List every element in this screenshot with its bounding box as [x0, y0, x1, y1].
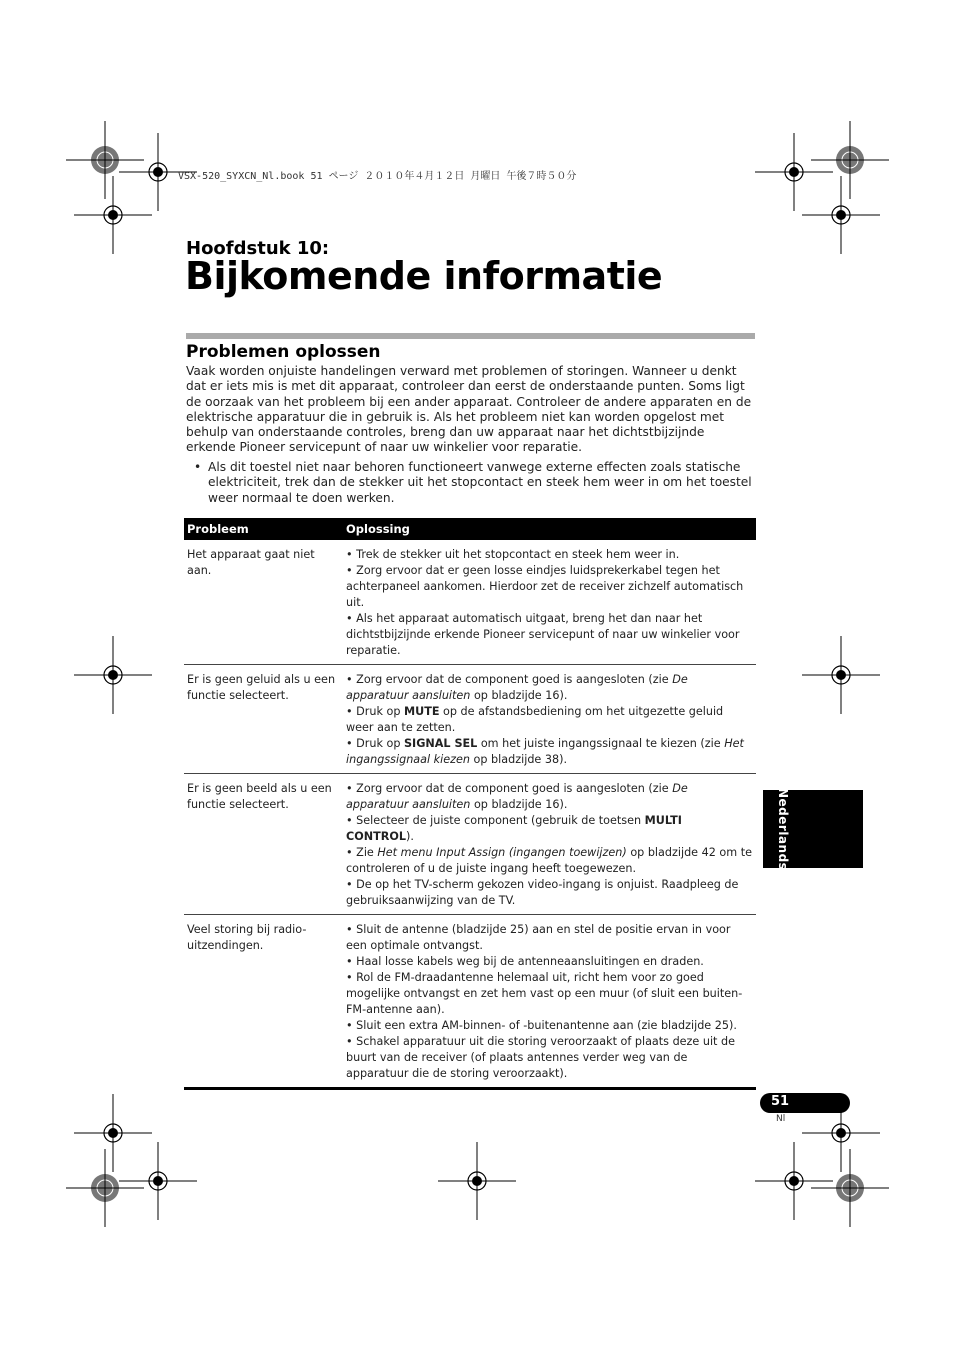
solution-text: op de afstandsbediening om het uitgezette geluid weer aan te zetten.: [346, 705, 724, 734]
button-name: SIGNAL SEL: [404, 737, 478, 750]
page-number: 51: [771, 1094, 790, 1109]
solution-text: Haal losse kabels weg bij de antenneaansluitingen en draden.: [356, 955, 704, 968]
crop-mark-bottom-left: [119, 1142, 197, 1220]
problem-cell: Er is geen geluid als u een functie selecteert.: [184, 665, 343, 774]
solution-text: op bladzijde 42 om te controleren of u de juiste ingang heeft toegewezen.: [346, 846, 752, 875]
solution-text: Trek de stekker uit het stopcontact en steek hem weer in.: [356, 548, 680, 561]
solution-item: [346, 813, 753, 845]
language-side-tab-label: Nederlands: [776, 788, 790, 871]
solution-item: [346, 845, 753, 877]
solution-text: Sluit de antenne (bladzijde 25) aan en stel de positie ervan in voor een optimale ontvangst.: [346, 923, 731, 952]
table-row: [184, 915, 756, 1089]
solution-text: om het juiste ingangssignaal te kiezen (zie: [477, 737, 725, 750]
table-row: [184, 665, 756, 774]
crop-mark-left-middle: [74, 636, 152, 714]
solution-text: Zie: [356, 846, 378, 859]
solution-text: op bladzijde 16).: [470, 689, 568, 702]
solution-text: op bladzijde 38).: [470, 753, 568, 766]
solution-cell: [343, 915, 756, 1089]
table-header-row: [184, 518, 756, 540]
crop-mark-bottom-right-outer: [811, 1149, 889, 1227]
chapter-title: Bijkomende informatie: [185, 254, 663, 298]
solution-item: [346, 781, 753, 813]
solution-cell: [343, 540, 756, 665]
solution-text: Rol de FM-draadantenne helemaal uit, richt hem voor zo goed mogelijke ontvangst en zet hem vast op een muur (of sluit een buiten-FM-antenne aan).: [346, 971, 743, 1016]
crop-mark-left-upper: [74, 176, 152, 254]
solution-item: [346, 1034, 753, 1082]
solution-text: Selecteer de juiste component (gebruik de toetsen: [356, 814, 645, 827]
solution-text: Zorg ervoor dat de component goed is aangesloten (zie: [356, 782, 673, 795]
table-row: [184, 540, 756, 665]
solution-text: Druk op: [356, 737, 404, 750]
solution-text: Schakel apparatuur uit die storing veroorzaakt of plaats deze uit de buurt van de receiver (of plaats antennes verder weg van de apparatuur die de storing veroorzaakt).: [346, 1035, 735, 1080]
problem-cell: Het apparaat gaat niet aan.: [184, 540, 343, 665]
intro-bullet: • Als dit toestel niet naar behoren functioneert vanwege externe effecten zoals statische elektriciteit, trek dan de stekker uit het stopcontact en steek hem weer in om het toestel weer normaal te doen werken.: [186, 460, 756, 506]
solution-text: op bladzijde 16).: [470, 798, 568, 811]
solution-text: Als het apparaat automatisch uitgaat, breng het dan naar het dichtstbijzijnde erkende Pioneer servicepunt of naar uw winkelier voor reparatie.: [346, 612, 740, 657]
solution-item: [346, 970, 753, 1018]
solution-item: [346, 547, 753, 563]
header-problem: Probleem: [184, 518, 343, 540]
section-title: Problemen oplossen: [186, 342, 381, 362]
language-code: Nl: [776, 1114, 786, 1124]
solution-item: [346, 922, 753, 954]
solution-item: [346, 563, 753, 611]
chapter-label: Hoofdstuk 10:: [186, 238, 330, 259]
intro-paragraph: Vaak worden onjuiste handelingen verward met problemen of storingen. Wanneer u denkt dat er iets mis is met dit apparaat, controleer dan eerst de onderstaande punten. Soms ligt de oorzaak van het probleem bij een ander apparaat. Controleer de andere apparaten en de elektrische apparatuur die in gebruik is. Als het probleem niet kan worden opgelost met behulp van onderstaande controles, breng dan uw apparaat naar het dichtstbijzijnde erkende Pioneer servicepunt of naar uw winkelier voor reparatie.: [186, 364, 752, 455]
solution-item: [346, 954, 753, 970]
solution-item: [346, 611, 753, 659]
solution-item: [346, 672, 753, 704]
solution-text: Sluit een extra AM-binnen- of -buitenantenne aan (zie bladzijde 25).: [356, 1019, 737, 1032]
table-row: [184, 774, 756, 915]
solution-text: ).: [405, 830, 414, 843]
solution-item: [346, 1018, 753, 1034]
file-header: VSX-520_SYXCN_Nl.book 51 ページ ２０１０年４月１２日 月曜日 午後７時５０分: [178, 171, 577, 182]
solution-item: [346, 736, 753, 768]
solution-cell: [343, 665, 756, 774]
header-solution: Oplossing: [343, 518, 756, 540]
solution-item: [346, 877, 753, 909]
crop-mark-right-upper: [802, 176, 880, 254]
button-name: MUTE: [404, 705, 440, 718]
solution-item: [346, 704, 753, 736]
solution-text: Zorg ervoor dat de component goed is aangesloten (zie: [356, 673, 673, 686]
problem-cell: Veel storing bij radio-uitzendingen.: [184, 915, 343, 1089]
button-name: MULTI CONTROL: [346, 814, 682, 843]
cross-reference: De apparatuur aansluiten: [346, 673, 688, 702]
problem-cell: Er is geen beeld als u een functie selecteert.: [184, 774, 343, 915]
cross-reference: De apparatuur aansluiten: [346, 782, 688, 811]
solution-text: Zorg ervoor dat er geen losse eindjes luidsprekerkabel tegen het achterpaneel aankomen. Hierdoor zet de receiver zichzelf automatisch uit.: [346, 564, 744, 609]
cross-reference: Het ingangssignaal kiezen: [346, 737, 744, 766]
cross-reference: Het menu Input Assign (ingangen toewijzen): [377, 846, 627, 859]
solution-cell: [343, 774, 756, 915]
section-divider: [186, 333, 755, 339]
intro-bullet-list: [186, 460, 756, 506]
crop-mark-right-middle: [802, 636, 880, 714]
solution-text: De op het TV-scherm gekozen video-ingang is onjuist. Raadpleeg de gebruiksaanwijzing van de TV.: [346, 878, 739, 907]
crop-mark-bottom-center: [438, 1142, 516, 1220]
troubleshooting-table: [184, 518, 756, 1090]
solution-text: Druk op: [356, 705, 404, 718]
